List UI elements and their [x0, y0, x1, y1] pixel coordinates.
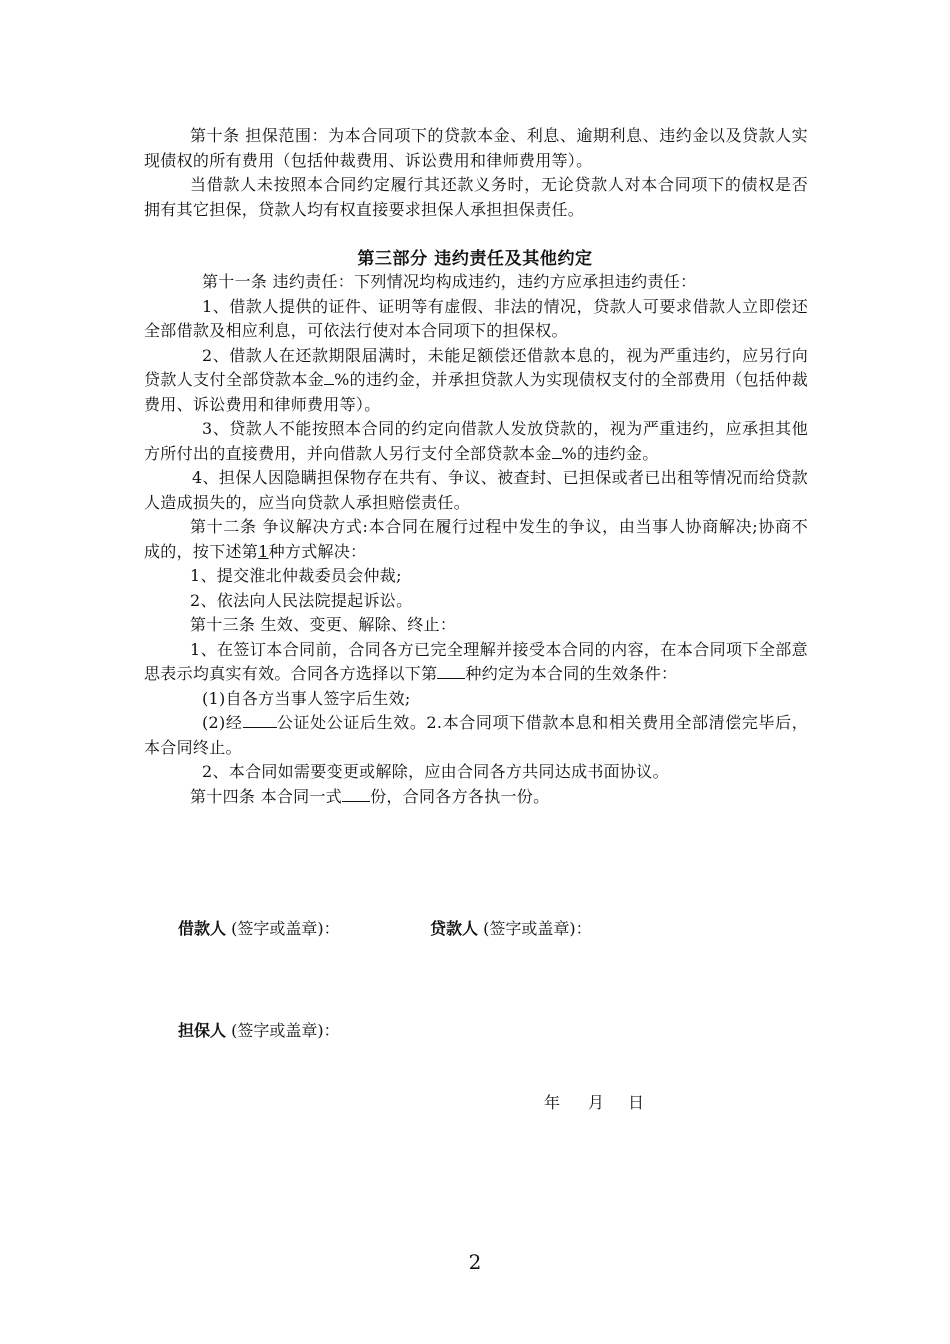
date-year: 年 [544, 1093, 561, 1112]
article-11-item-3: 3、贷款人不能按照本合同的约定向借款人发放贷款的，视为严重违约，应承担其他方所付出的直接费用，并向借款人另行支付全部贷款本金 %的违约金。 [144, 419, 808, 463]
date-line [544, 1090, 644, 1113]
date-day: 日 [628, 1093, 645, 1112]
guarantor-signature: 担保人 (签字或盖章)： [178, 1021, 340, 1040]
article-10-paragraph-1: 第十条 担保范围：为本合同项下的贷款本金、利息、逾期利息、违约金以及贷款人实现债权的所有费用（包括仲裁费用、诉讼费用和律师费用等）。 [144, 126, 808, 170]
article-12-intro: 第十二条 争议解决方式:本合同在履行过程中发生的争议，由当事人协商解决;协商不成的，按下述第1种方式解决： [144, 517, 808, 561]
blank-line [552, 444, 562, 459]
date-month: 月 [588, 1093, 605, 1112]
article-12-option-1: 1、提交淮北仲裁委员会仲裁; [190, 566, 402, 585]
lender-signature: 贷款人 (签字或盖章)： [430, 919, 592, 938]
blank-line [437, 664, 465, 679]
article-13-intro: 第十三条 生效、变更、解除、终止： [190, 615, 457, 634]
article-11 [144, 270, 808, 809]
blank-line [324, 370, 334, 385]
dispute-method-choice: 1 [258, 541, 269, 561]
article-12-option-2: 2、依法向人民法院提起诉讼。 [190, 590, 413, 610]
article-10-paragraph-2: 当借款人未按照本合同约定履行其还款义务时，无论贷款人对本合同项下的债权是否拥有其它担保，贷款人均有权直接要求担保人承担担保责任。 [144, 175, 808, 219]
article-13-item-2: 2、本合同如需要变更或解除，应由合同各方共同达成书面协议。 [202, 762, 669, 781]
page-number: 2 [468, 1250, 482, 1274]
borrower-signature: 借款人 (签字或盖章)： [178, 919, 340, 938]
blank-line [243, 713, 277, 728]
article-10 [144, 124, 808, 222]
guarantor-label: 担保人 [178, 1021, 227, 1040]
article-11-item-1: 1、借款人提供的证件、证明等有虚假、非法的情况，贷款人可要求借款人立即偿还全部借款及相应利息，可依法行使对本合同项下的担保权。 [144, 296, 808, 340]
article-14: 第十四条 本合同一式 份，合同各方各执一份。 [190, 786, 550, 806]
article-13-condition-2: (2)经 公证处公证后生效。2.本合同项下借款本息和相关费用全部清偿完毕后，本合同终止。 [144, 713, 808, 757]
section-heading: 第三部分 违约责任及其他约定 [357, 249, 593, 269]
article-13-condition-1: (1)自各方当事人签字后生效; [202, 688, 411, 708]
blank-line [342, 787, 370, 802]
article-13-item-1: 1、在签订本合同前，合同各方已完全理解并接受本合同的内容，在本合同项下全部意思表示均真实有效。合同各方选择以下第 种约定为本合同的生效条件： [144, 639, 808, 683]
lender-label: 贷款人 [430, 919, 479, 938]
article-11-intro: 第十一条 违约责任：下列情况均构成违约，违约方应承担违约责任： [202, 272, 697, 291]
borrower-label: 借款人 [178, 919, 227, 938]
article-11-item-4: 4、担保人因隐瞒担保物存在共有、争议、被查封、已担保或者已出租等情况而给贷款人造成损失的，应当向贷款人承担赔偿责任。 [144, 468, 808, 512]
article-11-item-2: 2、借款人在还款期限届满时，未能足额偿还借款本息的，视为严重违约，应另行向贷款人支付全部贷款本金 %的违约金，并承担贷款人为实现债权支付的全部费用（包括仲裁费用、诉讼费用和律师费用等）。 [144, 345, 808, 414]
